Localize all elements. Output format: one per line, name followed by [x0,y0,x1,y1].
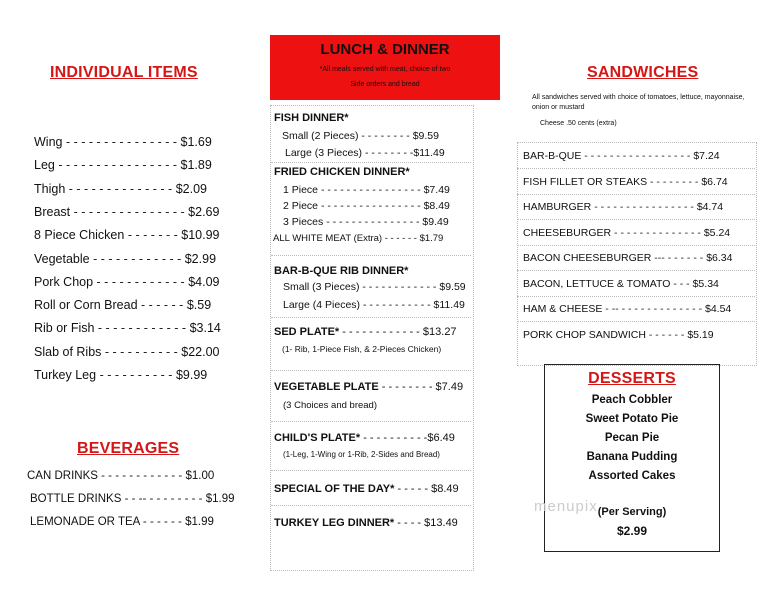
item-dots: - - - - - - - - - - - - [97,321,187,336]
item-name: Roll or Corn Bread [34,298,138,313]
beverage-price: $1.99 [205,493,235,505]
sandwich-dots: - -- - - - - - - - - - - - - - [605,303,703,315]
sandwich-name: HAMBURGER [523,201,592,213]
sandwich-dots: - - - - - - - - - - - - - - [614,226,701,239]
item-dots: - - - - - - - - - - [104,344,178,359]
beverage-price: $1.99 [185,516,214,528]
turkey-row [274,517,458,529]
sandwich-name: HAM & CHEESE [523,303,603,315]
sandwich-name: PORK CHOP SANDWICH [523,328,646,341]
individual-item-row [34,158,212,172]
item-price: $2.09 [175,181,207,196]
dessert-item: Sweet Potato Pie [585,413,679,425]
fried-chicken-heading: FRIED CHICKEN DINNER* [274,166,410,178]
sandwich-price: $6.74 [701,175,728,188]
sandwich-row [523,150,720,162]
item-name: Leg [34,158,55,173]
sandwich-dots: - - - - - - - - [650,175,699,188]
dessert-item: Peach Cobbler [591,394,673,406]
divider [271,255,471,256]
divider [517,219,755,220]
item-price: $1.69 [180,135,212,149]
fried-2-name: 2 Piece [283,200,319,212]
individual-items-heading: INDIVIDUAL ITEMS [50,64,198,81]
lunch-note-2: Side orders and bread [350,81,420,88]
special-price: $8.49 [431,483,459,495]
fish-small-price: $9.59 [412,130,439,142]
individual-item-row [34,182,207,196]
item-name: Vegetable [34,251,90,266]
fried-2-dots: - - - - - - - - - - - - - - - - [320,200,421,212]
item-dots: - - - - - - - - - - - - [93,251,182,266]
child-plate-desc: (1-Leg, 1-Wing or 1-Rib, 2-Sides and Bread) [283,450,440,459]
item-price: $4.09 [188,274,220,289]
divider [271,421,471,422]
item-name: 8 Piece Chicken [34,228,125,243]
rib-small-dots: - - - - - - - - - - - - [362,281,437,293]
individual-item-row [34,228,220,242]
divider [517,321,755,322]
turkey-title: TURKEY LEG DINNER* [274,517,395,529]
sandwich-name: CHEESEBURGER [523,226,612,239]
rib-large-row [283,299,465,311]
sandwich-price: $5.34 [692,277,719,290]
beverage-name: LEMONADE OR TEA [30,516,140,528]
fish-large-price: $11.49 [413,147,445,159]
fried-1-row [283,184,450,196]
fish-large-dots: - - - - - - - - [364,147,414,159]
veg-plate-title: VEGETABLE PLATE [274,381,379,393]
beverage-dots: - - - - - - [142,516,182,528]
sandwiches-heading: SANDWICHES [587,64,699,81]
sandwich-row [523,227,730,239]
sandwich-note-2: onion or mustard [532,104,585,111]
sed-plate-price: $13.27 [422,326,457,338]
sandwich-name: BACON CHEESEBURGER [523,252,652,264]
sandwich-row [523,201,723,213]
veg-plate-row [274,381,463,393]
fried-3-name: 3 Pieces [283,216,324,228]
sandwich-price: $6.34 [706,252,733,264]
veg-plate-price: $7.49 [435,381,464,393]
fish-large-name: Large (3 Pieces) [285,147,363,159]
individual-item-row [34,321,221,335]
rib-large-dots: - - - - - - - - - - - [362,299,431,311]
sandwich-dots: - - - [673,277,690,290]
divider [271,317,471,318]
sandwich-row [523,329,714,341]
sandwich-dots: - - - - - - - - - - - - - - - - - [584,150,691,162]
beverage-row [27,470,214,482]
individual-item-row [34,345,220,359]
item-price: $2.99 [184,251,217,266]
fried-1-name: 1 Piece [283,184,319,196]
individual-item-row [34,298,211,312]
dessert-per-serving: (Per Serving) [597,506,667,518]
individual-item-row [34,275,219,289]
individual-item-row [34,135,212,149]
dessert-item: Pecan Pie [604,432,660,444]
rib-dinner-heading: BAR-B-QUE RIB DINNER* [274,265,409,277]
sandwich-dots: --- - - - - - - [654,252,704,264]
rib-large-name: Large (4 Pieces) [283,299,361,311]
item-name: Breast [34,204,71,219]
divider [517,194,755,195]
lunch-dinner-banner [270,35,500,100]
item-price: $3.14 [189,321,221,336]
item-dots: - - - - - - - - - - - - - - [68,181,173,196]
individual-item-row [34,205,219,219]
turkey-dots: - - - - [397,517,422,529]
fried-1-dots: - - - - - - - - - - - - - - - - [320,184,421,196]
item-price: $2.69 [188,204,220,219]
sandwich-dots: - - - - - - - - - - - - - - - - [594,201,694,213]
sandwich-note: All sandwiches served with choice of tomatoes, lettuce, mayonnaise, [532,94,745,101]
rib-small-name: Small (3 Pieces) [283,281,360,293]
beverage-name: CAN DRINKS [27,470,98,482]
dessert-item: Assorted Cakes [588,470,676,482]
veg-plate-desc: (3 Choices and bread) [283,400,377,411]
fried-white-name: ALL WHITE MEAT (Extra) [273,233,383,244]
item-dots: - - - - - - - - - - - - - - - [73,204,185,219]
sandwich-price: $4.54 [705,303,732,315]
lunch-note-1: *All meals served with meat, choice of two [319,66,451,73]
fried-3-dots: - - - - - - - - - - - - - - - [326,216,420,228]
child-plate-price: $6.49 [427,432,455,444]
item-price: $.59 [186,298,212,313]
sed-plate-row [274,326,457,338]
turkey-price: $13.49 [424,517,458,529]
sandwich-price: $7.24 [693,150,720,162]
beverages-heading: BEVERAGES [77,440,180,457]
item-dots: - - - - - - - - - - [99,368,173,382]
sandwich-dots: - - - - - - [648,328,685,341]
fish-small-name: Small (2 Pieces) [282,130,359,142]
item-dots: - - - - - - - - - - - - [96,274,185,289]
fried-3-row [283,216,449,228]
individual-item-row [34,368,207,382]
fish-large-row [285,147,445,159]
child-plate-dots: - - - - - - - - - - [363,432,428,444]
item-name: Wing [34,135,63,149]
fried-3-price: $9.49 [422,216,449,228]
sed-plate-dots: - - - - - - - - - - - - [342,326,420,338]
sandwich-row [523,176,728,188]
sandwich-row [523,303,731,315]
item-name: Pork Chop [34,274,94,289]
fried-1-price: $7.49 [423,184,450,196]
rib-small-price: $9.59 [439,281,466,293]
sandwich-row [523,278,719,290]
sandwich-price: $4.74 [696,201,724,213]
beverage-dots: - - - - - - - - - - - - [101,470,183,482]
lunch-dinner-title: LUNCH & DINNER [320,41,450,58]
fish-small-row [282,130,439,142]
divider [517,270,755,271]
item-dots: - - - - - - - - - - - - - - - - [58,158,178,173]
sandwich-name: BAR-B-QUE [523,150,582,162]
fried-2-price: $8.49 [423,200,450,212]
divider [517,245,755,246]
dessert-item: Banana Pudding [586,451,678,463]
fish-dinner-heading: FISH DINNER* [274,112,349,124]
divider [271,162,471,163]
item-dots: - - - - - - - [127,228,178,243]
beverage-dots: - - -- - - - - - - - - [124,493,203,505]
fried-white-price: $1.79 [419,233,444,244]
beverage-price: $1.00 [185,470,215,482]
divider [517,296,755,297]
fried-white-dots: - - - - - - [384,233,417,244]
divider [271,370,471,371]
sandwich-row [523,252,732,264]
item-price: $22.00 [181,344,220,359]
special-dots: - - - - - [397,483,429,495]
individual-item-row [34,252,216,266]
sed-plate-desc: (1- Rib, 1-Piece Fish, & 2-Pieces Chicken) [282,344,442,354]
item-name: Turkey Leg [34,368,97,382]
sed-plate-title: SED PLATE* [274,326,340,338]
special-row [274,483,459,495]
beverage-row [30,493,234,505]
fried-2-row [283,200,450,212]
special-title: SPECIAL OF THE DAY* [274,483,395,495]
rib-large-price: $11.49 [433,299,465,311]
sandwich-price: $5.24 [703,226,731,239]
desserts-heading: DESSERTS [588,370,676,387]
sandwich-price: $5.19 [687,328,714,341]
veg-plate-dots: - - - - - - - - [381,381,433,393]
child-plate-title: CHILD'S PLATE* [274,432,361,444]
rib-small-row [283,281,466,293]
item-dots: - - - - - - - - - - - - - - - [65,135,178,149]
item-name: Rib or Fish [34,321,95,336]
beverage-name: BOTTLE DRINKS [30,493,122,505]
watermark: menupix [534,498,598,515]
divider [517,168,755,169]
sandwich-cheese-note: Cheese .50 cents (extra) [540,120,617,127]
item-dots: - - - - - - [141,298,184,313]
divider [271,505,471,506]
divider [271,470,471,471]
item-price: $1.89 [180,158,212,173]
dessert-price: $2.99 [616,524,648,538]
sandwich-name: FISH FILLET OR STEAKS [523,175,648,188]
fried-white-row [273,233,443,244]
child-plate-row [274,432,455,444]
fish-small-dots: - - - - - - - - [361,130,410,142]
item-price: $9.99 [175,368,208,382]
sandwich-name: BACON, LETTUCE & TOMATO [523,277,671,290]
item-name: Thigh [34,181,66,196]
beverage-row [30,516,214,528]
item-name: Slab of Ribs [34,344,102,359]
item-price: $10.99 [181,228,220,243]
